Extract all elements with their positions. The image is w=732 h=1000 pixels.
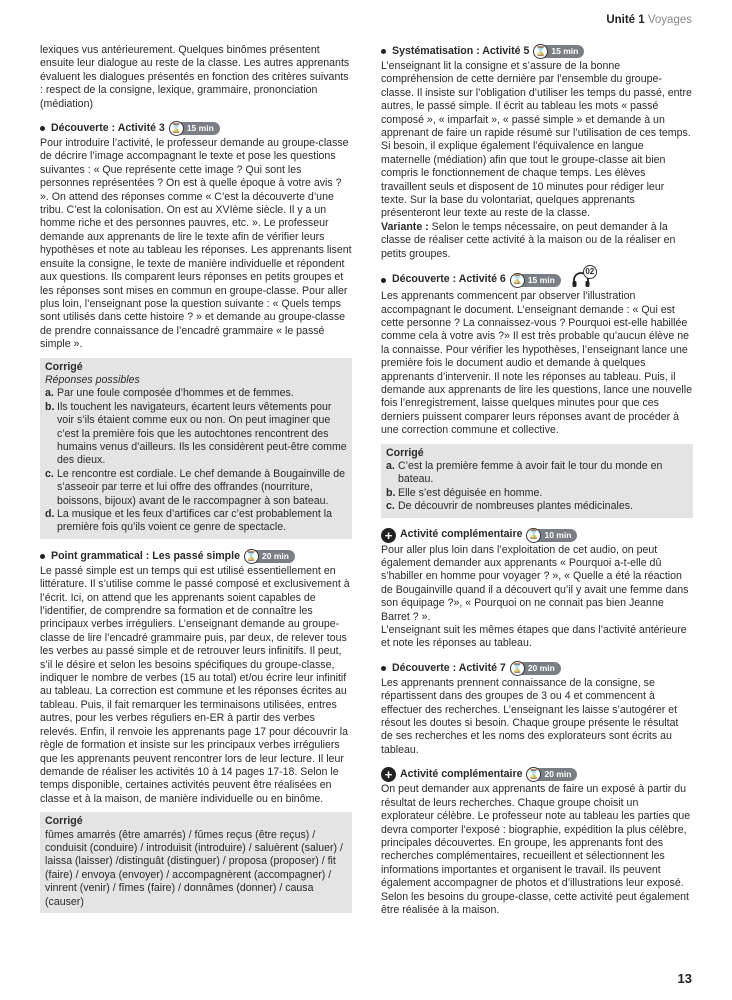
time-label: 15 min bbox=[178, 122, 220, 135]
time-badge bbox=[510, 273, 561, 288]
page-number: 13 bbox=[677, 971, 692, 986]
time-badge bbox=[526, 528, 577, 543]
section-body: Les apprenants prennent connaissance de la consigne, se répartissent dans des groupes de 3 ou 4 et commencent à effectuer des recherches. L’enseignant les laisse s’autogérer et résout les doutes si besoin. Chaque groupe présente le résultat de ses recherches et les noms des explorateurs sont écrits au tableau. bbox=[381, 676, 679, 756]
time-label: 20 min bbox=[535, 768, 577, 781]
section-activite-complementaire-1 bbox=[381, 528, 693, 651]
variante-label: Variante : bbox=[381, 220, 429, 233]
bullet-icon bbox=[381, 666, 386, 671]
corrige-subtitle: Réponses possibles bbox=[45, 373, 140, 386]
section-title: Activité complémentaire bbox=[400, 528, 523, 541]
section-activite-complementaire-2 bbox=[381, 767, 693, 917]
corrige-box bbox=[40, 812, 352, 913]
bullet-icon bbox=[40, 554, 45, 559]
section-title: Systématisation : Activité 5 bbox=[392, 44, 530, 57]
section-body: Les apprenants commencent par observer l’illustration accompagnant le document. L’enseignant demande : « Qui est cette personne ? La connaissez-vous ? Pourquoi est-elle habillée comme cela à votre avis ?» Il est très probable qu’aucun élève ne la connaisse. Pour vérifier les hypothèses, l’enseignant lance une première fois le document audio et demande à quelques apprenants d’intervenir. Il note les réponses au tableau. Puis, il demande aux apprenants de lire les questions, lance une nouvelle fois l’enregistrement, laisse quelques minutes pour que ces derniers puissent comparer leurs réponses avant de procéder à une correction commune et collective. bbox=[381, 290, 692, 437]
bullet-icon bbox=[381, 49, 386, 54]
time-badge bbox=[169, 121, 220, 136]
section-body: Pour introduire l’activité, le professeur demande au groupe-classe de décrire l’image accompagnant le texte et pose les questions suivantes : « Que représente cette image ? Qui sont les personnes représentées ? On est à quelle époque à votre avis ? ». On attend des réponses comme « C’est la découverte d’une tribu. C’est la colonisation. On est au XVIème siècle. Il y a un homme riche et des personnes pauvres, etc. ». Le professeur demande aux apprenants de lire le texte afin de vérifier leurs hypothèses et note au tableau les réponses. Les apprenants lisent ensuite la consigne, le texte de manière individuelle et répondent aux questions. Ils comparent leurs réponses en petits groupes et les réponses sont mises en commun en groupe-classe. Pour aller plus loin, l’enseignant pose la question suivante : « Quels temps sont utilisés dans cette histoire ? » et demande au groupe-classe de prendre connaissance de l’encadré grammaire « le passé simple ». bbox=[40, 137, 352, 351]
section-title: Point grammatical : Les passé simple bbox=[51, 549, 240, 562]
corrige-item: b. Elle s’est déguisée en homme. bbox=[386, 486, 543, 499]
intro-paragraph: lexiques vus antérieurement. Quelques binômes présentent ensuite leur dialogue au reste de la classe. Les autres apprenants évaluent les dialogues présentés en fonction des critères suivants : respect de la consigne, lexique, grammaire, prononciation (médiation) bbox=[40, 44, 350, 110]
hourglass-icon: ⌛ bbox=[526, 528, 541, 543]
corrige-item: d. La musique et les feux d’artifices car c’est probablement la première fois qu’ils voient ce genre de spectacle. bbox=[45, 508, 332, 534]
section-title: Découverte : Activité 7 bbox=[392, 661, 506, 674]
time-label: 15 min bbox=[542, 45, 584, 58]
corrige-title: Corrigé bbox=[45, 815, 83, 828]
plus-icon: + bbox=[381, 767, 396, 782]
corrige-title: Corrigé bbox=[386, 446, 424, 459]
time-label: 20 min bbox=[253, 550, 295, 563]
hourglass-icon: ⌛ bbox=[169, 121, 184, 136]
section-decouverte-7 bbox=[381, 661, 693, 757]
variante-text: Selon le temps nécessaire, on peut demander à la classe de réaliser cette activité à la maison ou de la réaliser en petits groupes. bbox=[381, 220, 676, 260]
section-title: Découverte : Activité 3 bbox=[51, 121, 165, 134]
section-systematisation-5 bbox=[381, 44, 693, 261]
corrige-item: c. De découvrir de nombreuses plantes médicinales. bbox=[386, 500, 633, 513]
unit-theme: Voyages bbox=[647, 14, 692, 26]
time-badge bbox=[526, 767, 577, 782]
hourglass-icon: ⌛ bbox=[510, 661, 525, 676]
corrige-box bbox=[40, 358, 352, 539]
bullet-icon bbox=[40, 126, 45, 131]
time-label: 10 min bbox=[535, 529, 577, 542]
time-badge bbox=[510, 661, 561, 676]
headphones-icon bbox=[569, 267, 595, 289]
left-column bbox=[40, 44, 352, 913]
plus-icon: + bbox=[381, 528, 396, 543]
unit-label: Unité 1 bbox=[606, 14, 645, 26]
hourglass-icon: ⌛ bbox=[510, 273, 525, 288]
section-body: L’enseignant lit la consigne et s’assure de la bonne compréhension de cette dernière par l’ensemble du groupe-classe. Il insiste sur l’obligation d’utiliser les temps du passé, entre autres, le passé simple. Il écrit au tableau les mots « passé composé », « imparfait », « passé simple » et demande à un apprenant de faire un rapide résumé sur l’utilisation de ces temps. Si besoin, il explique également l’équivalence en langue maternelle (médiation) afin que tout le groupe-classe ait bien compris le fonctionnement de chaque temps. Les élèves travaillent seuls et disposent de 10 minutes pour rédiger leur texte. Sur la base du volontariat, quelques apprenants présenteront leur texte au reste de la classe. bbox=[381, 60, 692, 220]
time-label: 15 min bbox=[519, 274, 561, 287]
section-title: Découverte : Activité 6 bbox=[392, 273, 506, 286]
corrige-item: a. C’est la première femme à avoir fait le tour du monde en bateau. bbox=[386, 459, 663, 486]
corrige-item: a. Par une foule composée d’hommes et de femmes. bbox=[45, 387, 294, 400]
time-label: 20 min bbox=[519, 662, 561, 675]
corrige-item: c. Le rencontre est cordiale. Le chef demande à Bougainville de s’asseoir par terre et lui offre des offrandes (nourriture, boissons, bijoux) avant de le raccompagner à son bateau. bbox=[45, 467, 345, 507]
corrige-text: fûmes amarrés (être amarrés) / fûmes reçus (être reçus) / conduisit (conduire) / introduisit (introduire) / saluèrent (saluer) / laissa (laisser) /distinguât (distinguer) / proposa (proposer) / fit (faire) / envoya (envoyer) / accompagnèrent (accompagner) / vinrent (venir) / fîmes (faire) / donnâmes (donner) / causa (causer) bbox=[45, 828, 343, 908]
section-point-grammatical bbox=[40, 549, 352, 913]
variante-paragraph bbox=[381, 221, 693, 261]
hourglass-icon: ⌛ bbox=[244, 549, 259, 564]
corrige-box bbox=[381, 444, 693, 518]
time-badge bbox=[244, 549, 295, 564]
right-column bbox=[381, 44, 693, 917]
bullet-icon bbox=[381, 278, 386, 283]
page-header bbox=[606, 14, 692, 26]
section-decouverte-3 bbox=[40, 121, 352, 539]
section-title: Activité complémentaire bbox=[400, 768, 523, 781]
section-decouverte-6 bbox=[381, 267, 693, 518]
section-body: Pour aller plus loin dans l’exploitation de cet audio, on peut également demander aux apprenants « Pourquoi a-t-elle dû s’habiller en homme pour voyager ? », « Quelle a été la réaction de Bougainville quand il a découvert qu’il y avait une femme dans son équipage ?», « Pourquoi on ne connait pas bien Jeanne Barret ? ». bbox=[381, 543, 689, 623]
hourglass-icon: ⌛ bbox=[526, 767, 541, 782]
section-body: On peut demander aux apprenants de faire un exposé à partir du résultat de leurs recherches. Chaque groupe choisit un explorateur célèbre. Le professeur note au tableau les parties que devra comporter l’exposé : biographie, expédition la plus célèbre, principales découvertes. En groupe, les apprenants font des recherches complémentaires, recueillent et sélectionnent les informations importantes et organisent le travail. Ils peuvent également accompagner de photos et d’illustrations leur exposé. Selon les besoins du groupe-classe, cette activité peut également être réalisée à la maison. bbox=[381, 783, 691, 916]
section-body: Le passé simple est un temps qui est utilisé essentiellement en littérature. Il s’utilise comme le passé composé et exclusivement à l’écrit. Ici, on attend que les apprenants soient capables de l’identifier, de comprendre sa formation et de connaître les principaux verbes irréguliers. L’enseignant demande au groupe-classe de lire l’encadré grammaire puis, par deux, de relever tous les verbes au passé simple et de retrouver leurs infinitifs. Il peut, s’il le désire et selon les besoins spécifiques du groupe-classe, indiquer le nombre de verbes (15 au total) et/ou écrire leur infinitif au tableau. La correction est commune et les réponses écrites au tableau. Puis, il fait remarquer les terminaisons utilisées, entres autres, pour les verbes réguliers en-ER à partir des verbes relevés. Enfin, il renvoie les apprenants page 17 pour découvrir la règle de formation et insiste sur les principaux verbes irréguliers que les apprenants peuvent rencontrer lors de leur lecture. Il leur demande de réaliser les activités 10 à 14 pages 17-18. Selon le temps disponible, certaines activités peuvent être réalisées en classe et à la maison, de manière individuelle ou en binôme. bbox=[40, 564, 350, 805]
corrige-item: b. Ils touchent les navigateurs, écartent leurs vêtements pour voir s’ils étaient comme eux ou non. On peut imaginer que c’est la première fois que les autochtones rencontrent des humains venus d’ailleurs. Ils les considèrent peut-être comme des dieux. bbox=[45, 400, 347, 467]
corrige-title: Corrigé bbox=[45, 360, 83, 373]
audio-track-number: 02 bbox=[583, 265, 597, 279]
time-badge bbox=[533, 44, 584, 59]
hourglass-icon: ⌛ bbox=[533, 44, 548, 59]
section-body-2: L’enseignant suit les mêmes étapes que dans l’activité antérieure et note les réponses au tableau. bbox=[381, 624, 687, 650]
